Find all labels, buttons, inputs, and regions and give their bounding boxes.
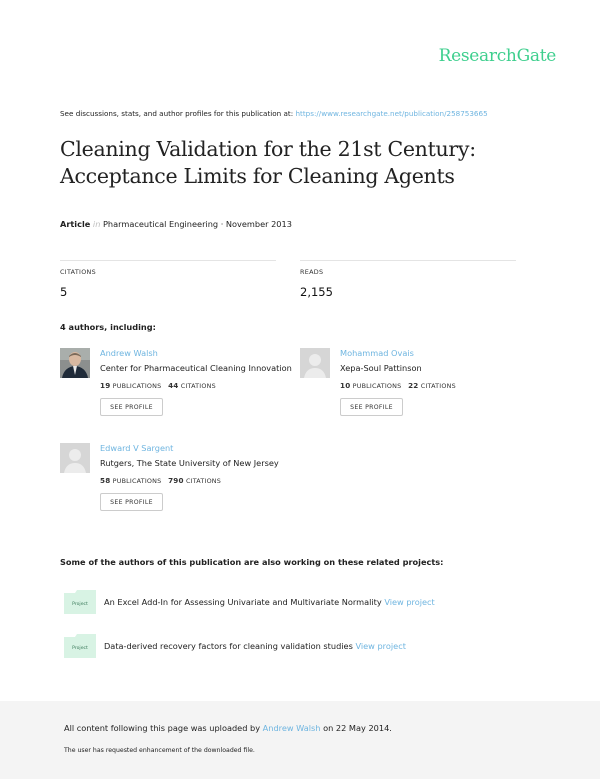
project-item xyxy=(64,634,544,658)
project-folder-icon xyxy=(64,634,96,658)
author-name-link[interactable]: Andrew Walsh xyxy=(100,348,158,358)
citations-word: CITATIONS xyxy=(180,382,216,390)
author-citations-count: 790 xyxy=(168,476,184,485)
researchgate-logo[interactable]: ResearchGate xyxy=(438,46,556,66)
author-citations-count: 22 xyxy=(408,381,419,390)
author-publications-count: 10 xyxy=(340,381,351,390)
citations-word: CITATIONS xyxy=(420,382,456,390)
upload-info xyxy=(64,723,392,733)
in-word: in xyxy=(92,219,101,229)
publication-type: Article xyxy=(60,219,91,229)
author-card xyxy=(300,348,540,438)
author-institution: Xepa-Soul Pattinson xyxy=(340,363,422,373)
default-avatar-icon[interactable] xyxy=(60,443,90,473)
project-folder-label: Project xyxy=(72,602,88,607)
author-card xyxy=(60,348,300,438)
related-projects-heading: Some of the authors of this publication are also working on these related projects: xyxy=(60,557,444,567)
uploader-link[interactable]: Andrew Walsh xyxy=(262,723,321,733)
see-discussions-text: See discussions, stats, and author profiles for this publication at: xyxy=(60,109,296,118)
author-institution: Center for Pharmaceutical Cleaning Innovation xyxy=(100,363,292,373)
see-profile-button[interactable]: SEE PROFILE xyxy=(100,398,163,416)
citations-word: CITATIONS xyxy=(185,477,222,485)
publications-word: PUBLICATIONS xyxy=(112,477,162,485)
citations-stat xyxy=(60,260,276,299)
publication-venue: Pharmaceutical Engineering · November 2013 xyxy=(103,219,292,229)
project-folder-label: Project xyxy=(72,646,88,651)
publications-word: PUBLICATIONS xyxy=(352,382,402,390)
publications-word: PUBLICATIONS xyxy=(112,382,162,390)
enhancement-note: The user has requested enhancement of the downloaded file. xyxy=(64,747,255,754)
author-publications-count: 58 xyxy=(100,476,111,485)
citations-value: 5 xyxy=(60,285,68,299)
default-avatar-icon[interactable] xyxy=(300,348,330,378)
publication-url-link[interactable]: https://www.researchgate.net/publication/258753665 xyxy=(295,109,488,118)
see-profile-button[interactable]: SEE PROFILE xyxy=(100,493,163,511)
author-institution: Rutgers, The State University of New Jersey xyxy=(100,458,279,468)
author-name-link[interactable]: Mohammad Ovais xyxy=(340,348,414,358)
project-folder-icon xyxy=(64,590,96,614)
author-citations-count: 44 xyxy=(168,381,179,390)
author-avatar-photo[interactable] xyxy=(60,348,90,378)
view-project-link[interactable]: View project xyxy=(384,597,435,607)
author-publications-count: 19 xyxy=(100,381,111,390)
upload-suffix: on 22 May 2014. xyxy=(320,723,392,733)
author-stats xyxy=(100,476,221,485)
author-stats xyxy=(340,381,456,390)
publication-meta xyxy=(60,219,292,229)
project-item xyxy=(64,590,544,614)
footer xyxy=(0,701,600,779)
reads-stat xyxy=(300,260,516,299)
view-project-link[interactable]: View project xyxy=(355,641,406,651)
citations-label: CITATIONS xyxy=(60,268,96,276)
reads-label: READS xyxy=(300,268,324,276)
authors-heading: 4 authors, including: xyxy=(60,322,156,332)
reads-value: 2,155 xyxy=(300,285,333,299)
author-card xyxy=(60,443,300,533)
project-title xyxy=(104,597,435,607)
author-name-link[interactable]: Edward V Sargent xyxy=(100,443,174,453)
see-profile-button[interactable]: SEE PROFILE xyxy=(340,398,403,416)
project-title-text: An Excel Add-In for Assessing Univariate and Multivariate Normality xyxy=(104,597,382,607)
see-discussions-line xyxy=(60,109,488,118)
author-stats xyxy=(100,381,216,390)
upload-prefix: All content following this page was uploaded by xyxy=(64,723,263,733)
project-title-text: Data-derived recovery factors for cleaning validation studies xyxy=(104,641,353,651)
publication-title: Cleaning Validation for the 21st Century: Acceptance Limits for Cleaning Agents xyxy=(60,137,476,188)
project-title xyxy=(104,641,406,651)
